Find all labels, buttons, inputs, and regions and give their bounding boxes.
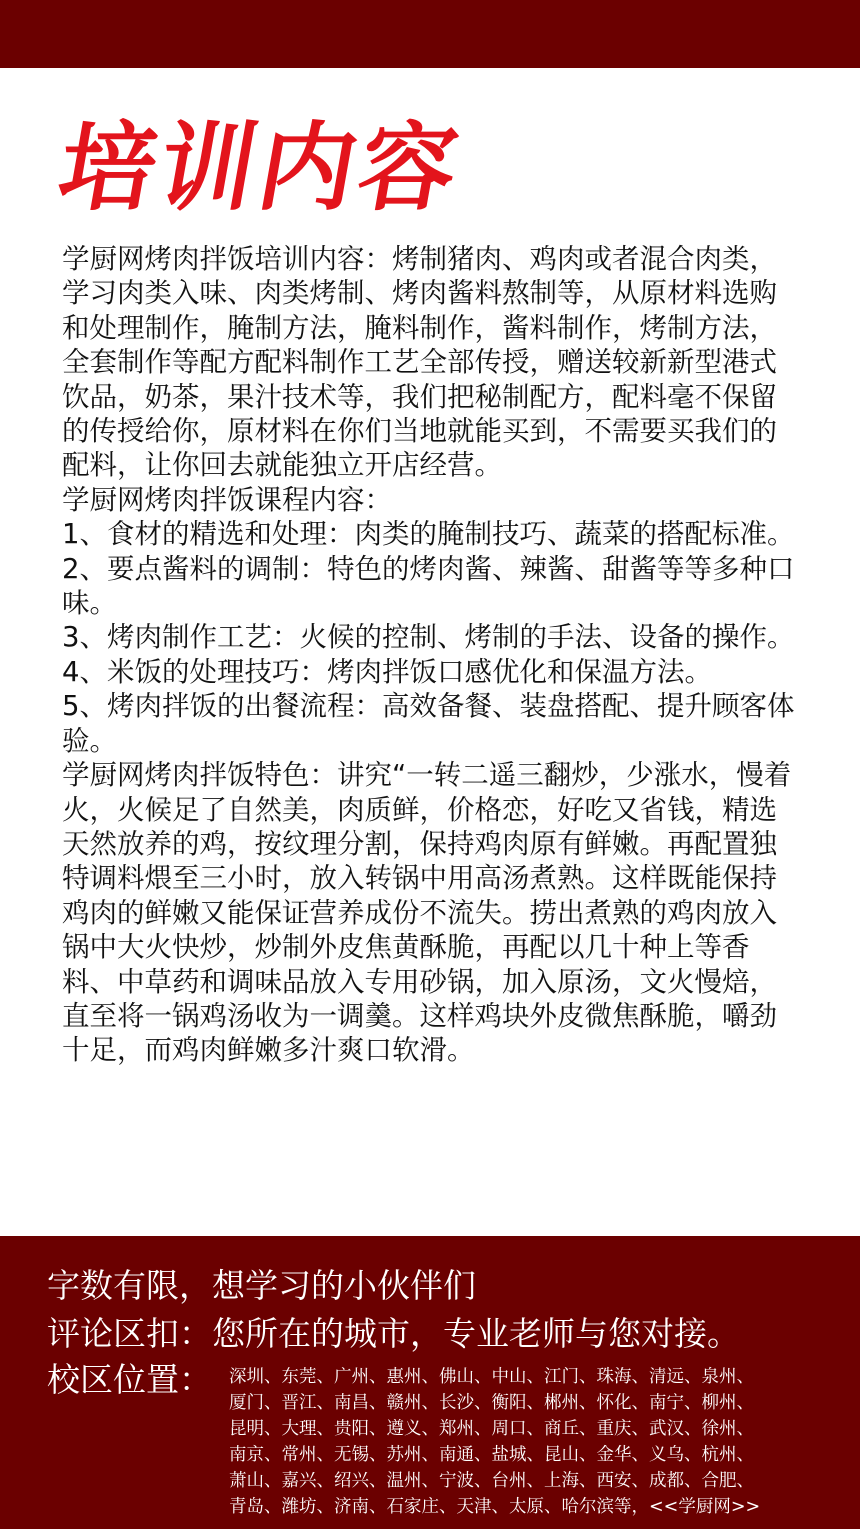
course-item: 1、食材的精选和处理：肉类的腌制技巧、蔬菜的搭配标准。 (62, 518, 795, 551)
course-item: 4、米饭的处理技巧：烤肉拌饭口感优化和保温方法。 (62, 655, 712, 688)
page-title: 培训内容 (50, 112, 470, 224)
footer-cta-line2: 评论区扣：您所在的城市，专业老师与您对接。 (47, 1314, 740, 1353)
top-banner (0, 0, 860, 68)
footer-banner (0, 1236, 860, 1529)
course-item: 3、烤肉制作工艺：火候的控制、烤制的手法、设备的操作。 (62, 621, 795, 654)
campus-city-line: 青岛、潍坊、济南、石家庄、天津、太原、哈尔滨等，<<学厨网>> (229, 1497, 761, 1517)
campus-city-list (229, 1364, 829, 1520)
intro-paragraph: 学厨网烤肉拌饭培训内容：烤制猪肉、鸡肉或者混合肉类，学习肉类入味、肉类烤制、烤肉酱料熬制等，从原材料选购和处理制作，腌制方法，腌料制作，酱料制作，烤制方法，全套制作等配方配料制作工艺全部传授，赠送较新新型港式饮品，奶茶，果汁技术等，我们把秘制配方，配料毫不保留的传授给你，原材料在你们当地就能买到，不需要买我们的配料，让你回去就能独立开店经营。 (62, 243, 777, 482)
course-item: 2、要点酱料的调制：特色的烤肉酱、辣酱、甜酱等等多种口味。 (62, 552, 795, 620)
feature-paragraph: 学厨网烤肉拌饭特色：讲究“一转二遥三翻炒，少涨水，慢着火，火候足了自然美，肉质鲜，价格恋，好吃又省钱，精选天然放养的鸡，按纹理分割，保持鸡肉原有鲜嫩。再配置独特调料煨至三小时，放入转锅中用高汤煮熟。这样既能保持鸡肉的鲜嫩又能保证营养成份不流失。捞出煮熟的鸡肉放入锅中大火快炒，炒制外皮焦黄酥脆，再配以几十种上等香料、中草药和调味品放入专用砂锅，加入原汤，文火慢焙，直至将一锅鸡汤收为一调羹。这样鸡块外皮微焦酥脆，嚼劲十足，而鸡肉鲜嫩多汁爽口软滑。 (62, 759, 792, 1067)
campus-city-line: 南京、常州、无锡、苏州、南通、盐城、昆山、金华、义乌、杭州、 (229, 1445, 754, 1465)
campus-city-line: 昆明、大理、贵阳、遵义、郑州、周口、商丘、重庆、武汉、徐州、 (229, 1419, 754, 1439)
campus-city-line: 厦门、晋江、南昌、赣州、长沙、衡阳、郴州、怀化、南宁、柳州、 (229, 1393, 754, 1413)
course-item: 5、烤肉拌饭的出餐流程：高效备餐、装盘搭配、提升顾客体验。 (62, 690, 795, 757)
main-content (62, 242, 802, 1068)
campus-label: 校区位置： (47, 1360, 212, 1399)
footer-cta-line1: 字数有限，想学习的小伙伴们 (47, 1266, 476, 1305)
campus-city-line: 萧山、嘉兴、绍兴、温州、宁波、台州、上海、西安、成都、合肥、 (229, 1471, 754, 1491)
course-heading: 学厨网烤肉拌饭课程内容： (62, 483, 392, 516)
campus-city-line: 深圳、东莞、广州、惠州、佛山、中山、江门、珠海、清远、泉州、 (229, 1367, 754, 1387)
